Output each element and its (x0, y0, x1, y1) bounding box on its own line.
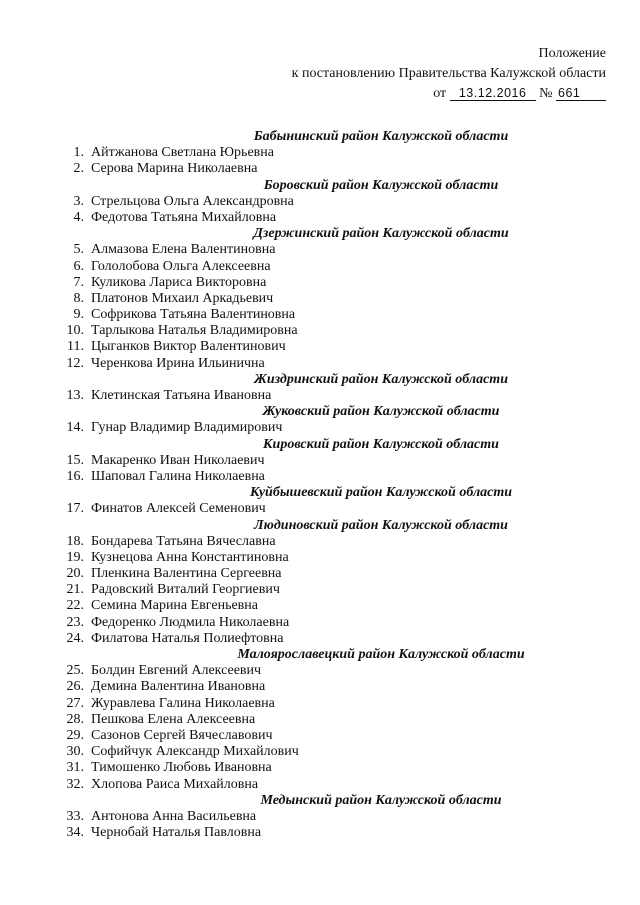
list-item (56, 259, 556, 275)
list-item (56, 728, 556, 744)
district-heading: Бабынинский район Калужской области (253, 129, 509, 144)
list-item (56, 598, 556, 614)
list-item (56, 242, 556, 258)
person-name: Алмазова Елена Валентиновна (91, 242, 276, 258)
item-number: 23. (66, 614, 84, 630)
item-number: 16. (66, 468, 84, 484)
person-name: Черенкова Ирина Ильинична (91, 355, 265, 371)
district-heading: Жиздринский район Калужской области (254, 371, 508, 387)
person-name: Финатов Алексей Семенович (91, 501, 266, 517)
person-name: Хлопова Раиса Михайловна (91, 776, 259, 792)
list-item (56, 566, 556, 582)
number-prefix: № (539, 86, 553, 101)
item-number: 14. (66, 420, 84, 436)
district-heading: Боровский район Калужской области (263, 177, 499, 193)
list-item (56, 453, 556, 469)
list-item (56, 210, 556, 226)
person-name: Клетинская Татьяна Ивановна (91, 388, 272, 403)
date-prefix: от (433, 86, 447, 101)
person-name: Сазонов Сергей Вячеславович (91, 727, 273, 743)
item-number: 22. (66, 598, 84, 614)
list-item (56, 145, 556, 161)
header-date-line (292, 84, 606, 104)
list-item (56, 777, 556, 793)
item-number: 7. (73, 274, 84, 290)
item-number: 19. (66, 549, 84, 565)
person-name: Журавлева Галина Николаевна (91, 695, 275, 711)
list-item (56, 550, 556, 566)
item-number: 9. (73, 307, 84, 323)
district-heading: Малоярославецкий район Калужской области (237, 647, 525, 662)
list-item (56, 534, 556, 550)
item-number: 28. (66, 711, 84, 727)
item-number: 6. (73, 258, 84, 274)
person-name: Семина Марина Евгеньевна (91, 598, 258, 614)
list-item (56, 615, 556, 631)
person-name: Шаповал Галина Николаевна (91, 468, 265, 484)
list-item (56, 744, 556, 760)
person-name: Софрикова Татьяна Валентиновна (91, 307, 296, 323)
item-number: 31. (66, 760, 84, 776)
person-name: Тарлыкова Наталья Владимировна (91, 323, 298, 339)
person-name: Чернобай Наталья Павловна (91, 825, 262, 841)
list-item (56, 712, 556, 728)
list-item (56, 194, 556, 210)
person-name: Демина Валентина Ивановна (91, 679, 266, 695)
person-name: Стрельцова Ольга Александровна (91, 193, 294, 209)
item-number: 21. (66, 582, 84, 598)
person-name: Федоренко Людмила Николаевна (91, 614, 290, 630)
item-number: 15. (66, 452, 84, 468)
list-item (56, 469, 556, 485)
person-name: Гололобова Ольга Алексеевна (91, 258, 271, 274)
resolution-date: 13.12.2016 (450, 86, 536, 101)
person-name: Макаренко Иван Николаевич (91, 452, 265, 468)
list-item (56, 696, 556, 712)
person-name: Радовский Виталий Георгиевич (91, 582, 280, 598)
person-name: Пешкова Елена Алексеевна (91, 711, 256, 727)
item-number: 27. (66, 695, 84, 711)
item-number: 30. (66, 744, 84, 760)
item-number: 32. (66, 776, 84, 792)
person-name: Филатова Наталья Полиефтовна (91, 630, 284, 646)
people-list (56, 129, 556, 841)
district-heading: Медынский район Калужской области (260, 792, 502, 808)
person-name: Тимошенко Любовь Ивановна (91, 760, 272, 776)
list-item (56, 663, 556, 679)
item-number: 26. (66, 679, 84, 695)
header-subtitle: к постановлению Правительства Калужской области (291, 66, 606, 81)
list-item (56, 339, 556, 355)
item-number: 11. (67, 339, 84, 355)
person-name: Платонов Михаил Аркадьевич (91, 290, 274, 306)
person-name: Цыганков Виктор Валентинович (91, 339, 286, 355)
list-item (56, 307, 556, 323)
district-heading: Жуковский район Калужской области (262, 404, 500, 420)
list-item (56, 582, 556, 598)
list-item (56, 825, 556, 841)
list-item (56, 323, 556, 339)
document-header (292, 44, 606, 104)
list-item (56, 291, 556, 307)
item-number: 25. (66, 663, 84, 679)
district-heading: Кировский район Калужской области (263, 436, 499, 452)
person-name: Бондарева Татьяна Вячеславна (91, 533, 276, 549)
person-name: Гунар Владимир Владимирович (91, 420, 283, 436)
item-number: 2. (73, 161, 84, 177)
list-item (56, 356, 556, 372)
item-number: 34. (66, 825, 84, 841)
list-item (56, 388, 556, 404)
person-name: Антонова Анна Васильевна (91, 808, 257, 824)
item-number: 17. (66, 501, 84, 517)
item-number: 24. (66, 630, 84, 646)
item-number: 3. (73, 193, 84, 209)
item-number: 18. (66, 533, 84, 549)
person-name: Серова Марина Николаевна (91, 161, 258, 177)
item-number: 20. (66, 566, 84, 582)
list-item (56, 631, 556, 647)
list-item (56, 275, 556, 291)
district-heading: Людиновский район Калужской области (254, 517, 508, 533)
list-item (56, 501, 556, 517)
person-name: Пленкина Валентина Сергеевна (91, 566, 282, 582)
item-number: 5. (73, 242, 84, 258)
person-name: Софийчук Александр Михайлович (91, 744, 299, 760)
item-number: 12. (66, 355, 84, 371)
district-heading: Дзержинский район Калужской области (253, 226, 509, 242)
item-number: 29. (66, 727, 84, 743)
item-number: 8. (73, 290, 84, 306)
person-name: Кузнецова Анна Константиновна (91, 549, 289, 565)
list-item (56, 161, 556, 177)
resolution-number: 661 (556, 86, 606, 101)
district-heading: Куйбышевский район Калужской области (249, 485, 513, 501)
list-item (56, 809, 556, 825)
item-number: 1. (73, 145, 84, 161)
person-name: Болдин Евгений Алексеевич (91, 663, 262, 679)
item-number: 10. (66, 323, 84, 339)
person-name: Куликова Лариса Викторовна (91, 274, 267, 290)
person-name: Федотова Татьяна Михайловна (91, 209, 277, 225)
list-item (56, 420, 556, 436)
header-title: Положение (538, 46, 606, 61)
item-number: 13. (66, 388, 84, 403)
person-name: Айтжанова Светлана Юрьевна (91, 145, 274, 161)
item-number: 33. (66, 808, 84, 824)
list-item (56, 679, 556, 695)
item-number: 4. (73, 209, 84, 225)
list-item (56, 760, 556, 776)
